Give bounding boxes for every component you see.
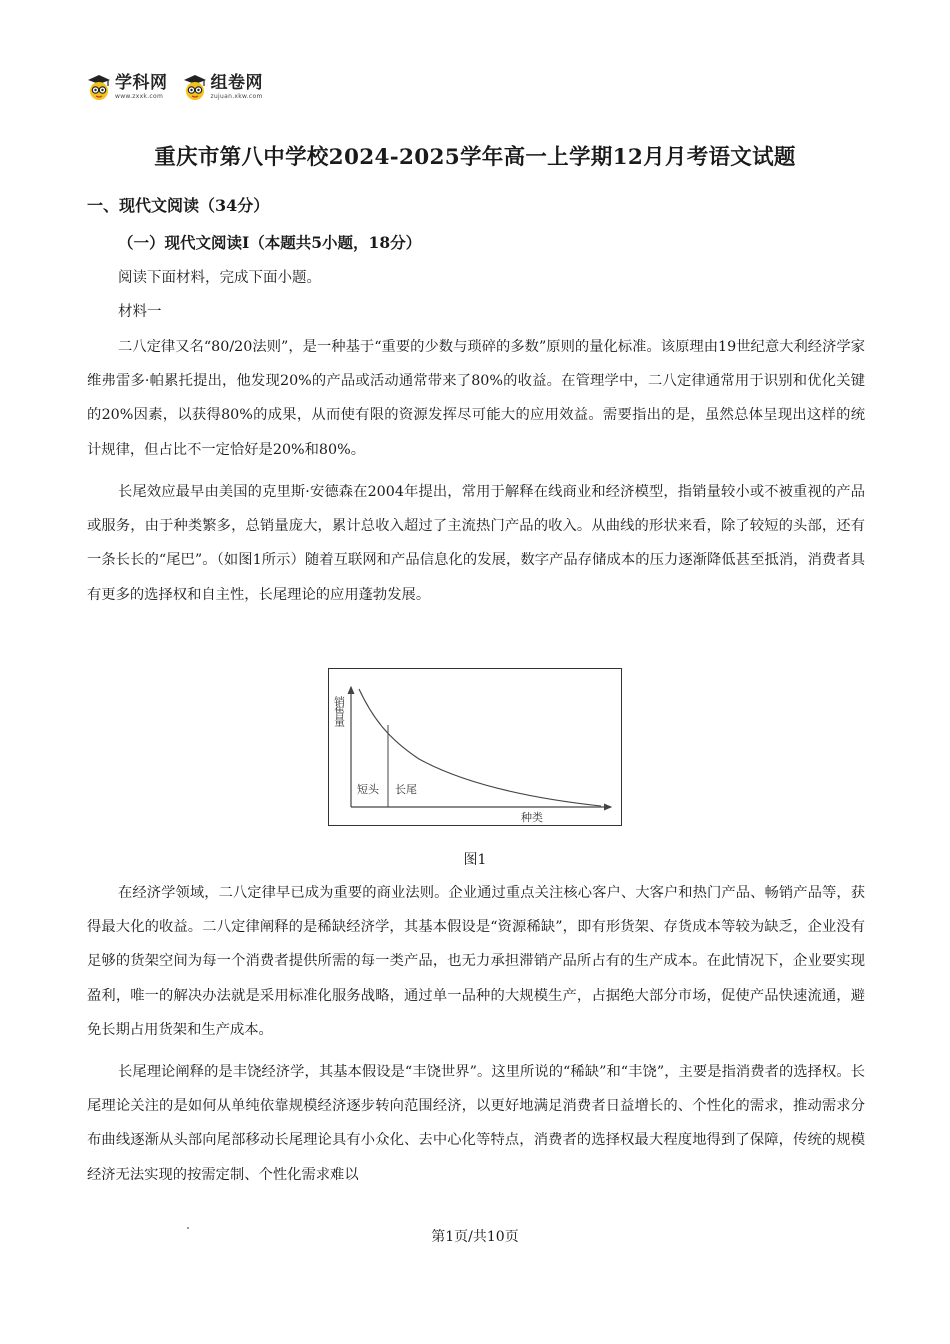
logo-url: www.zxxk.com (115, 92, 164, 100)
material-label: 材料一 (118, 304, 162, 320)
paragraph: 二八定律又名“80/20法则”，是一种基于“重要的少数与琐碎的多数”原则的量化标准。该原理由19世纪意大利经济学家维弗雷多·帕累托提出，他发现20%的产品或活动通常带来了80%的收益。在管理学中，二八定律通常用于识别和优化关键的20%因素，以获得80%的成果，从而使有限的资源发挥尽可能大的应用效益。需要指出的是，虽然总体呈现出这样的统计规律，但占比不一定恰好是20%和80%。 (87, 339, 865, 458)
header-logos (86, 70, 263, 104)
paragraph: 长尾理论阐释的是丰饶经济学，其基本假设是“丰饶世界”。这里所说的“稀缺”和“丰饶”，主要是指消费者的选择权。长尾理论关注的是如何从单纯依靠规模经济逐步转向范围经济，以更好地满足消费者日益增长的、个性化的需求，推动需求分布曲线逐渐从头部向尾部移动长尾理论具有小众化、去中心化等特点，消费者的选择权最大程度地得到了保障，传统的规模经济无法实现的按需定制、个性化需求难以 (87, 1064, 865, 1183)
logo-name: 组卷网 (210, 72, 263, 93)
head-label: 短头 (357, 783, 379, 796)
logo-name: 学科网 (115, 72, 168, 93)
instruction-text: 阅读下面材料，完成下面小题。 (118, 270, 321, 286)
logo-url: zujuan.xkw.com (210, 92, 263, 100)
xuekewang-logo (86, 72, 168, 102)
mascot-icon (182, 72, 208, 102)
long-tail-figure (328, 668, 622, 826)
mascot-icon (86, 72, 112, 102)
figure-caption: 图1 (463, 852, 487, 868)
page-footer: 第1页/共10页 (431, 1229, 519, 1245)
zujuanwang-logo (182, 72, 264, 102)
long-tail-diagram (329, 669, 623, 827)
tail-label: 长尾 (395, 783, 417, 796)
x-axis-label: 种类 (521, 811, 543, 824)
y-axis-label: 销售量 (332, 696, 346, 726)
paragraph: 在经济学领域，二八定律早已成为重要的商业法则。企业通过重点关注核心客户、大客户和热门产品、畅销产品等，获得最大化的收益。二八定律阐释的是稀缺经济学，其基本假设是“资源稀缺”，即有形货架、存货成本等较为缺乏，企业没有足够的货架空间为每一个消费者提供所需的每一类产品，也无力承担滞销产品所占有的生产成本。在此情况下，企业要实现盈利，唯一的解决办法就是采用标准化服务战略，通过单一品种的大规模生产，占据绝大部分市场，促使产品快速流通，避免长期占用货架和生产成本。 (87, 885, 865, 1038)
paragraph: 长尾效应最早由美国的克里斯·安德森在2004年提出，常用于解释在线商业和经济模型，指销量较小或不被重视的产品或服务，由于种类繁多，总销量庞大，累计总收入超过了主流热门产品的收入。从曲线的形状来看，除了较短的头部，还有一条长长的“尾巴”。（如图1所示）随着互联网和产品信息化的发展，数字产品存储成本的压力逐渐降低甚至抵消，消费者具有更多的选择权和自主性，长尾理论的应用蓬勃发展。 (87, 484, 865, 603)
page-title: 重庆市第八中学校2024-2025学年高一上学期12月月考语文试题 (154, 145, 796, 170)
section-heading: 一、现代文阅读（34分） (87, 196, 270, 215)
sub-heading: （一）现代文阅读Ⅰ（本题共5小题，18分） (118, 233, 422, 252)
